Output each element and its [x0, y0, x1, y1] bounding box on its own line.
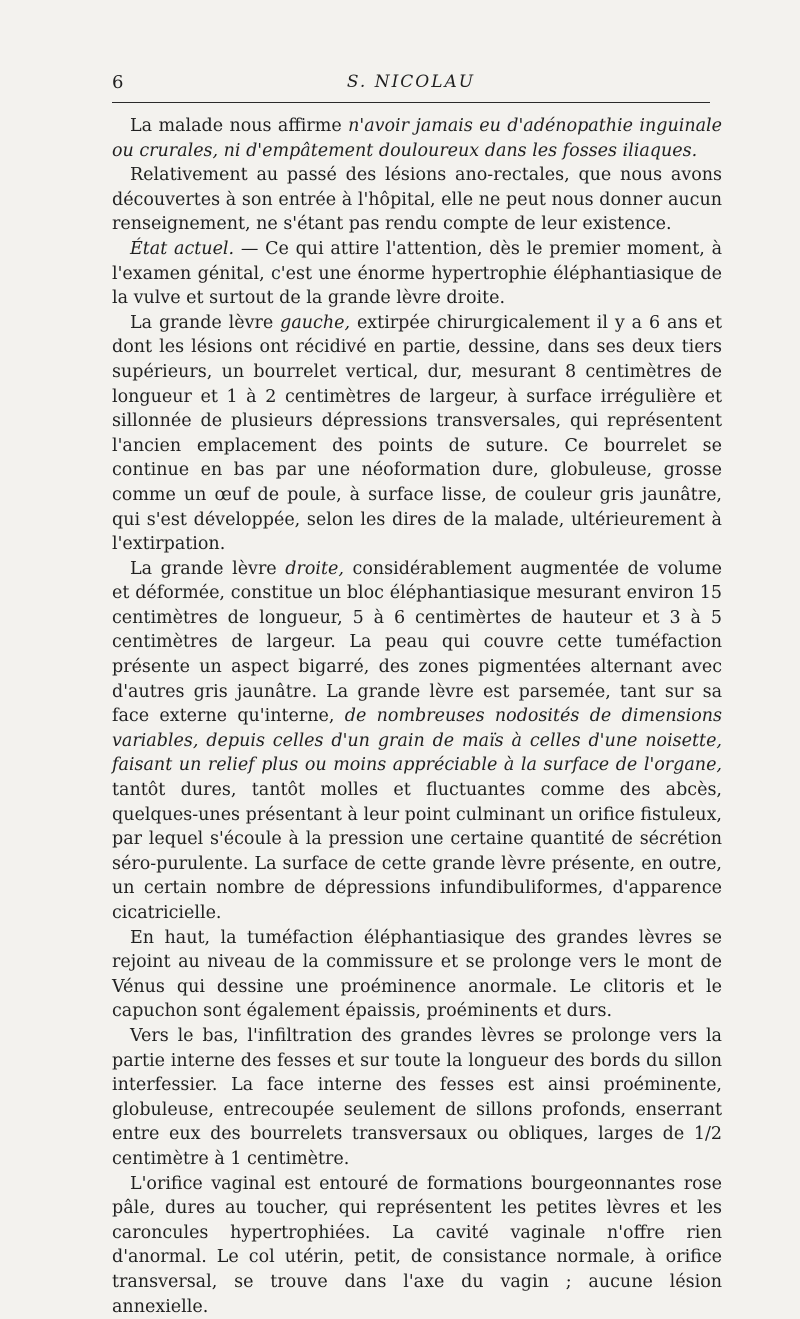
paragraph [112, 1172, 722, 1319]
text-run: Vers le bas, l'infiltration des grandes lèvres se prolonge vers la partie interne des fesses et sur toute la longueur des bords du sillon interfessier. La face interne des fesses est ainsi proéminente, globuleuse, entrecoupée seulement de sillons profonds, enserrant entre eux des bourrelets transversaux ou obliques, larges de 1/2 centimètre à 1 centimètre. [112, 1025, 722, 1169]
header-rule [112, 102, 710, 103]
text-run: En haut, la tuméfaction éléphantiasique des grandes lèvres se rejoint au niveau de la commissure et se prolonge vers le mont de Vénus qui dessine une proéminence anormale. Le clitoris et le capuchon sont également épaissis, proéminents et durs. [112, 927, 722, 1022]
text-run: — Ce qui attire l'attention, dès le premier moment, à l'examen génital, c'est une énorme hypertrophie éléphantiasique de la vulve et surtout de la grande lèvre droite. [112, 238, 723, 309]
paragraph [112, 114, 722, 163]
page-number: 6 [112, 72, 125, 93]
italic-run: gauche, [280, 312, 351, 333]
text-run: La grande lèvre [130, 312, 281, 333]
paragraph [112, 926, 722, 1024]
italic-run: État actuel. [130, 238, 235, 259]
paragraph [112, 163, 722, 237]
page-header [112, 72, 710, 98]
paragraph [112, 237, 722, 311]
paragraph [112, 1024, 722, 1172]
text-run: La malade nous affirme [130, 116, 349, 136]
paragraph [112, 557, 722, 926]
text-run: L'orifice vaginal est entouré de formations bourgeonnantes rose pâle, dures au toucher, qui représentent les petites lèvres et les caroncules hypertrophiées. La cavité vaginale n'offre rien d'anormal. Le col utérin, petit, de consistance normale, à orifice transversal, se trouve dans l'axe du vagin ; aucune lésion annexielle. [112, 1173, 722, 1317]
italic-run: n'avoir jamais eu d'adénopathie inguinale ou crurales, ni d'empâtement douloureux dans les fosses iliaques. [112, 116, 722, 161]
text-run: La grande lèvre [130, 558, 286, 579]
text-run: considérablement augmentée de volume et déformée, constitue un bloc éléphantiasique mesurant environ 15 centimètres de longueur, 5 à 6 centimèrtes de hauteur et 3 à 5 centimètres de largeur. La peau qui couvre cette tuméfaction présente un aspect bigarré, des zones pigmentées alternant avec d'autres gris jaunâtre. La grande lèvre est parsemée, tant sur sa face externe qu'interne, [112, 558, 722, 727]
running-head: S. NICOLAU [346, 72, 476, 92]
text-run: Relativement au passé des lésions ano-rectales, que nous avons découvertes à son entrée à l'hôpital, elle ne peut nous donner aucun renseignement, ne s'étant pas rendu compte de leur existence. [112, 165, 722, 235]
italic-run: droite, [285, 558, 344, 579]
text-run: extirpée chirurgicalement il y a 6 ans et dont les lésions ont récidivé en partie, dessine, dans ses deux tiers supérieurs, un bourrelet vertical, dur, mesurant 8 centimètres de longueur et 1 à 2 centimètres de largeur, à surface irrégulière et sillonnée de plusieurs dépressions transversales, qui représentent l'ancien emplacement des points de suture. Ce bourrelet se continue en bas par une néoformation dure, globuleuse, grosse comme un œuf de poule, à surface lisse, de couleur gris jaunâtre, qui s'est développée, selon les dires de la malade, ultérieurement à l'extirpation. [112, 312, 722, 555]
italic-run: de nombreuses nodosités de dimensions variables, depuis celles d'un grain de maïs à celles d'une noisette, faisant un relief plus ou moins appréciable à la surface de l'organe, [112, 706, 722, 776]
text-run: tantôt dures, tantôt molles et fluctuantes comme des abcès, quelques-unes présentant à leur point culminant un orifice fistuleux, par lequel s'écoule à la pression une certaine quantité de sécrétion séro-purulente. La surface de cette grande lèvre présente, en outre, un certain nombre de dépressions infundibuliformes, d'apparence cicatricielle. [112, 780, 722, 923]
body-text [112, 114, 722, 1319]
paragraph [112, 311, 722, 557]
